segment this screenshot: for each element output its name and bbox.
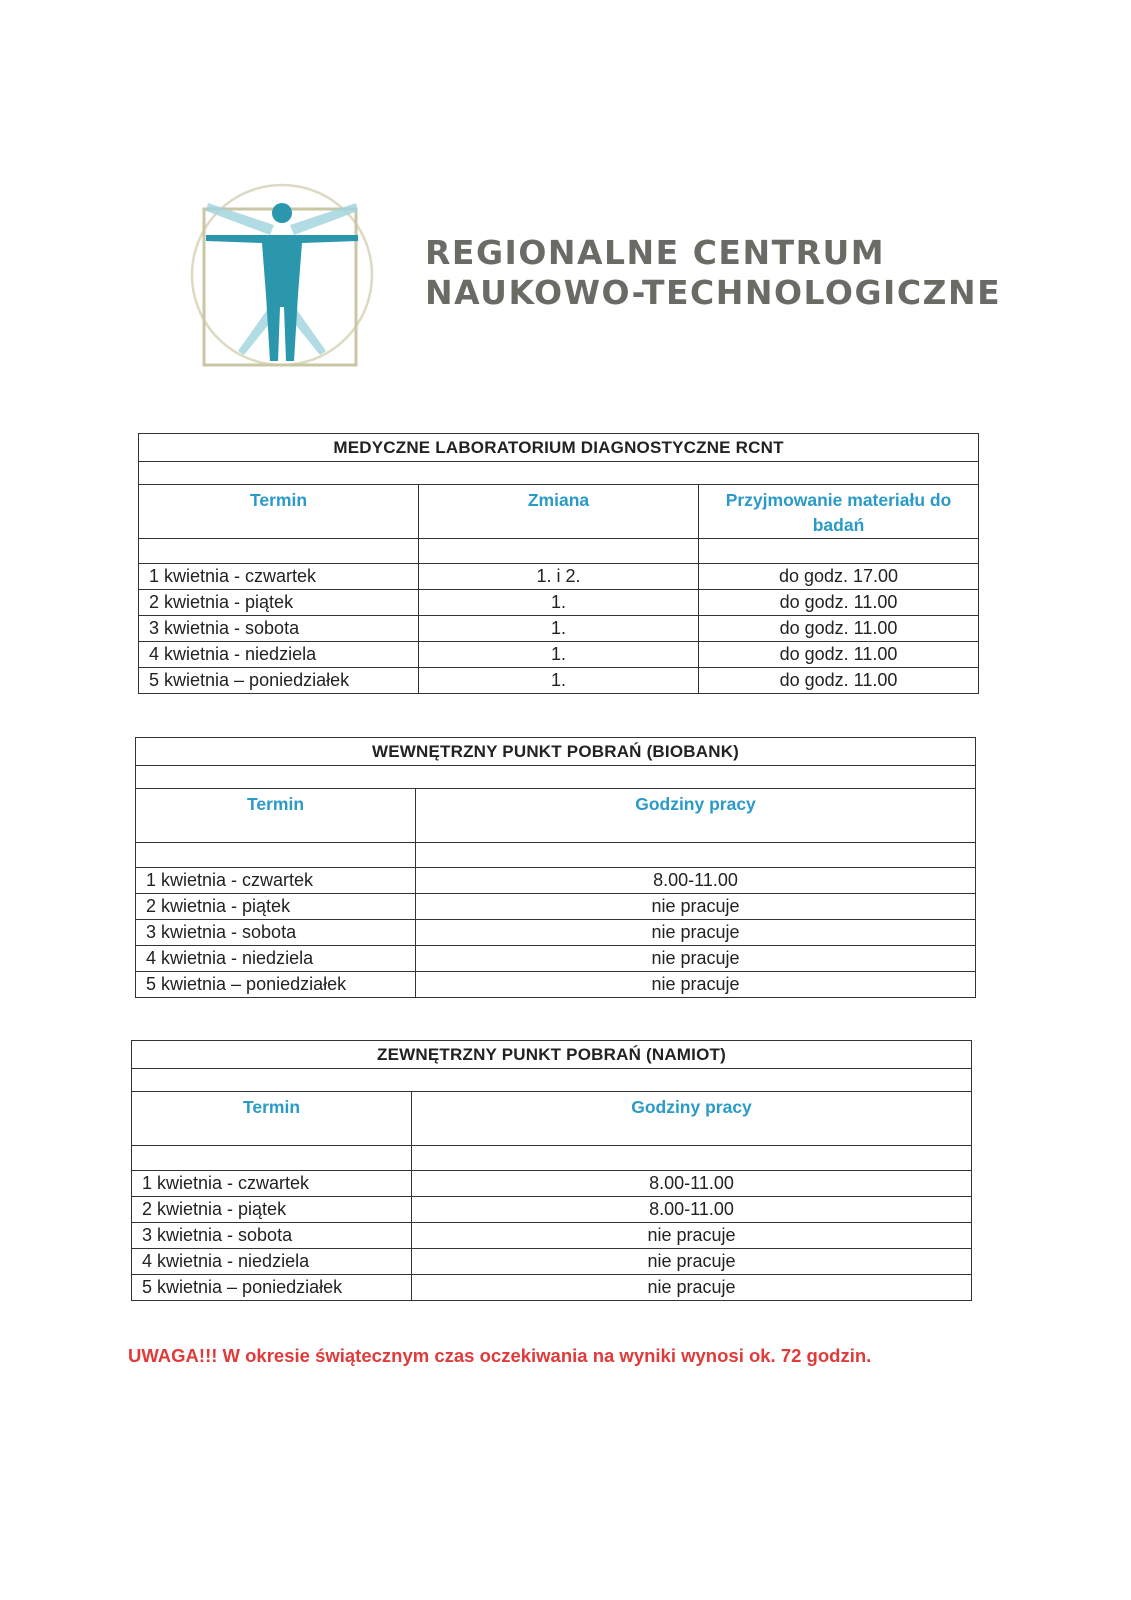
date-cell: 5 kwietnia – poniedziałek [139,668,419,694]
table-row [132,1223,972,1249]
table-row [132,1197,972,1223]
date-cell: 1 kwietnia - czwartek [132,1171,412,1197]
hours-cell: nie pracuje [416,920,976,946]
date-cell: 1 kwietnia - czwartek [136,868,416,894]
hours-cell: 8.00-11.00 [412,1197,972,1223]
shift-cell: 1. [419,590,699,616]
table-row [136,920,976,946]
table-row [136,972,976,998]
date-cell: 4 kwietnia - niedziela [132,1249,412,1275]
table-title: WEWNĘTRZNY PUNKT POBRAŃ (BIOBANK) [136,738,976,766]
table-row [136,894,976,920]
table-row [132,1275,972,1301]
holiday-warning: UWAGA!!! W okresie świątecznym czas oczekiwania na wyniki wynosi ok. 72 godzin. [128,1345,872,1366]
table-title: ZEWNĘTRZNY PUNKT POBRAŃ (NAMIOT) [132,1041,972,1069]
vitruvian-man-logo [186,183,382,373]
intake-cell: do godz. 17.00 [699,564,979,590]
intake-cell: do godz. 11.00 [699,590,979,616]
hours-cell: nie pracuje [416,946,976,972]
column-header-termin: Termin [136,789,416,843]
table-row [132,1249,972,1275]
table-row [139,668,979,694]
column-header-termin: Termin [132,1092,412,1146]
column-header-zmiana: Zmiana [419,485,699,539]
date-cell: 2 kwietnia - piątek [132,1197,412,1223]
table-row [132,1171,972,1197]
shift-cell: 1. [419,668,699,694]
hours-cell: nie pracuje [416,972,976,998]
org-name-line1: REGIONALNE CENTRUM [425,233,886,272]
table-row [139,590,979,616]
table-row [139,616,979,642]
organization-name [425,233,1001,313]
column-header-working-hours: Godziny pracy [416,789,976,843]
shift-cell: 1. [419,616,699,642]
hours-cell: nie pracuje [412,1249,972,1275]
table-row [139,564,979,590]
hours-cell: nie pracuje [412,1275,972,1301]
hours-cell: nie pracuje [416,894,976,920]
date-cell: 4 kwietnia - niedziela [136,946,416,972]
hours-cell: 8.00-11.00 [412,1171,972,1197]
column-header-working-hours: Godziny pracy [412,1092,972,1146]
intake-cell: do godz. 11.00 [699,668,979,694]
table-row [136,868,976,894]
column-header-material-intake: Przyjmowanie materiału do badań [699,485,979,539]
tent-schedule-table [131,1040,972,1301]
date-cell: 2 kwietnia - piątek [136,894,416,920]
table-row [139,642,979,668]
org-name-line2: NAUKOWO-TECHNOLOGICZNE [425,273,1002,312]
intake-cell: do godz. 11.00 [699,616,979,642]
hours-cell: nie pracuje [412,1223,972,1249]
date-cell: 5 kwietnia – poniedziałek [132,1275,412,1301]
date-cell: 3 kwietnia - sobota [136,920,416,946]
date-cell: 3 kwietnia - sobota [139,616,419,642]
table-title: MEDYCZNE LABORATORIUM DIAGNOSTYCZNE RCNT [139,434,979,462]
shift-cell: 1. i 2. [419,564,699,590]
table-row [136,946,976,972]
column-header-termin: Termin [139,485,419,539]
biobank-schedule-table [135,737,976,998]
hours-cell: 8.00-11.00 [416,868,976,894]
shift-cell: 1. [419,642,699,668]
date-cell: 5 kwietnia – poniedziałek [136,972,416,998]
date-cell: 4 kwietnia - niedziela [139,642,419,668]
intake-cell: do godz. 11.00 [699,642,979,668]
lab-schedule-table [138,433,979,694]
date-cell: 3 kwietnia - sobota [132,1223,412,1249]
date-cell: 2 kwietnia - piątek [139,590,419,616]
date-cell: 1 kwietnia - czwartek [139,564,419,590]
